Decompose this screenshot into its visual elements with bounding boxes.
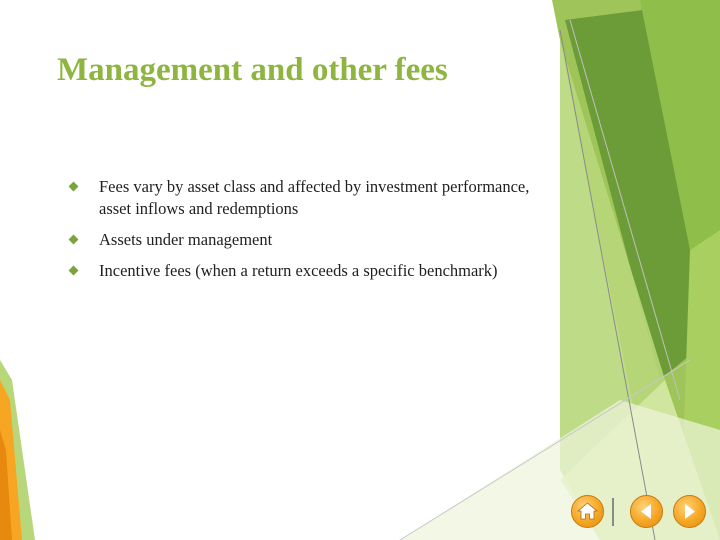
home-icon: [572, 496, 603, 527]
bullet-text: Assets under management: [99, 230, 273, 249]
home-button[interactable]: [571, 495, 604, 528]
bullet-item: [66, 229, 546, 251]
previous-slide-button[interactable]: [630, 495, 663, 528]
diamond-bullet-icon: [69, 266, 79, 276]
diamond-bullet-icon: [69, 182, 79, 192]
bullet-text: Fees vary by asset class and affected by investment performance, asset inflows and redemptions: [99, 177, 530, 218]
bullet-item: [66, 260, 546, 282]
diamond-bullet-icon: [69, 235, 79, 245]
slide-title: Management and other fees: [57, 52, 448, 88]
bullet-item: [66, 176, 546, 220]
bullet-text: Incentive fees (when a return exceeds a specific benchmark): [99, 261, 498, 280]
previous-icon: [631, 496, 662, 527]
next-slide-button[interactable]: [673, 495, 706, 528]
bullet-list: [66, 176, 546, 291]
nav-divider: [612, 498, 614, 526]
next-icon: [674, 496, 705, 527]
